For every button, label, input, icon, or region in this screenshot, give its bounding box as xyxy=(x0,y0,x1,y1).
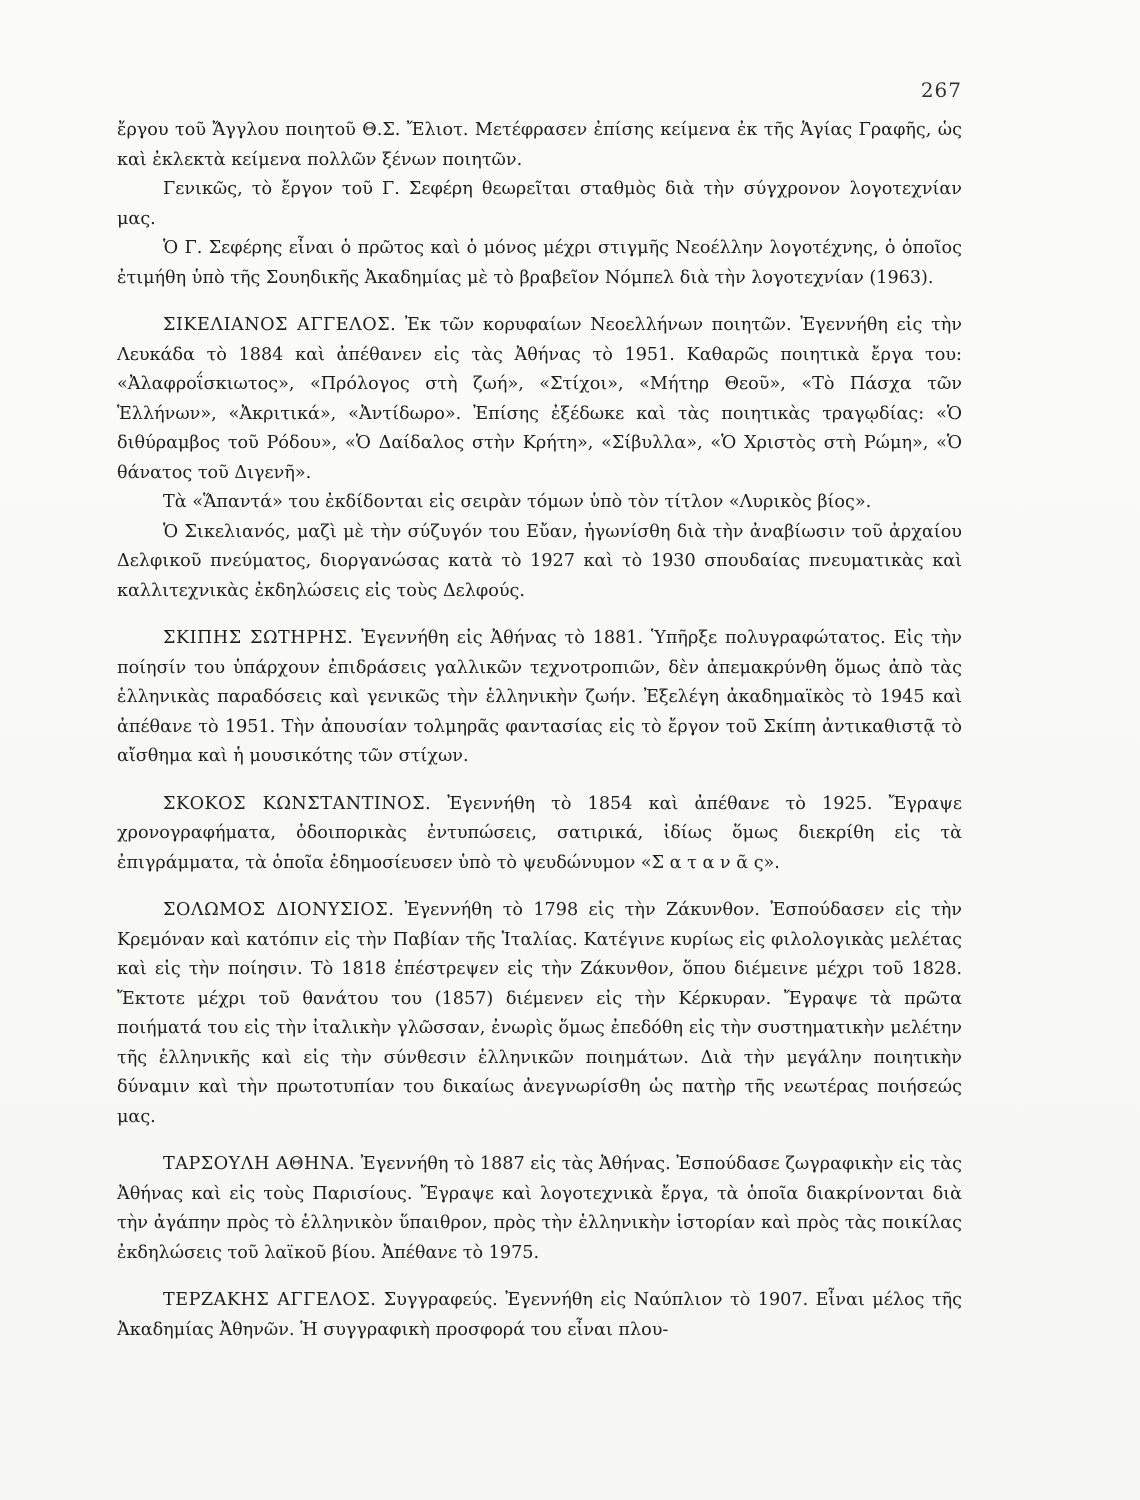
entry-text: Ἐγεννήθη τὸ 1854 καὶ ἀπέθανε τὸ 1925. Ἔγραψε χρονογραφήματα, ὁδοιπορικὰς ἐντυπώσεις, σατιρικά, ἰδίως ὅμως διεκρίθη εἰς τὰ ἐπιγράμματα, τὰ ὁποῖα ἐδημοσίευσεν ὑπὸ τὸ ψευδώνυμον «Σ α τ α ν ᾶ ς». xyxy=(117,793,962,873)
paragraph-text: Τὰ «Ἅπαντά» του ἐκδίδονται εἰς σειρὰν τόμων ὑπὸ τὸν τίτλον «Λυρικὸς βίος». xyxy=(163,492,872,512)
entry-text: Ἐγεννήθη τὸ 1798 εἰς τὴν Ζάκυνθον. Ἐσπούδασεν εἰς τὴν Κρεμόναν καὶ κατόπιν εἰς τὴν Παβίαν τῆς Ἰταλίας. Κατέγινε κυρίως εἰς φιλολογικὰς μελέτας καὶ εἰς τὴν ποίησιν. Τὸ 1818 ἐπέστρεψεν εἰς τὴν Ζάκυνθον, ὅπου διέμεινε μέχρι τοῦ 1828. Ἔκτοτε μέχρι τοῦ θανάτου του (1857) διέμενεν εἰς τὴν Κέρκυραν. Ἔγραψε τὰ πρῶτα ποιήματά του εἰς τὴν ἰταλικὴν γλῶσσαν, ἐνωρὶς ὅμως ἐπεδόθη εἰς τὴν συστηματικὴν μελέτην τῆς ἑλληνικῆς καὶ εἰς τὴν σύνθεσιν ἑλληνικῶν ποιημάτων. Διὰ τὴν μεγάλην ποιητικὴν δύναμιν καὶ τὴν πρωτοτυπίαν του δικαίως ἀνεγνωρίσθη ὡς πατὴρ τῆς νεωτέρας ποιήσεώς μας. xyxy=(117,900,962,1127)
paragraph xyxy=(117,488,962,518)
body-text xyxy=(117,116,962,1345)
paragraph-text: Ὁ Γ. Σεφέρης εἶναι ὁ πρῶτος καὶ ὁ μόνος μέχρι στιγμῆς Νεοέλλην λογοτέχνης, ὁ ὁποῖος ἐτιμήθη ὑπὸ τῆς Σουηδικῆς Ἀκαδημίας μὲ τὸ βραβεῖον Νόμπελ διὰ τὴν λογοτεχνίαν (1963). xyxy=(117,238,962,288)
entry-text: Ἐγεννήθη εἰς Ἀθήνας τὸ 1881. Ὑπῆρξε πολυγραφώτατος. Εἰς τὴν ποίησίν του ὑπάρχουν ἐπιδράσεις γαλλικῶν τεχνοτροπιῶν, δὲν ἀπεμακρύνθη ὅμως ἀπὸ τὰς ἑλληνικὰς παραδόσεις καὶ γενικῶς τὴν ἑλληνικὴν ζωήν. Ἐξελέγη ἀκαδημαϊκὸς τὸ 1945 καὶ ἀπέθανε τὸ 1951. Τὴν ἀπουσίαν τολμηρᾶς φαντασίας εἰς τὸ ἔργον τοῦ Σκίπη ἀντικαθιστᾷ τὸ αἴσθημα καὶ ἡ μουσικότης τῶν στίχων. xyxy=(117,628,963,766)
entry-solomos xyxy=(117,896,962,1132)
entry-text: Ἐκ τῶν κορυφαίων Νεοελλήνων ποιητῶν. Ἐγεννήθη εἰς τὴν Λευκάδα τὸ 1884 καὶ ἀπέθανεν εἰς τὰς Ἀθήνας τὸ 1951. Καθαρῶς ποιητικὰ ἔργα του: «Ἀλαφροΐσκιωτος», «Πρόλογος στὴ ζωή», «Στίχοι», «Μήτηρ Θεοῦ», «Τὸ Πάσχα τῶν Ἑλλήνων», «Ἀκριτικά», «Ἀντίδωρο». Ἐπίσης ἐξέδωκε καὶ τὰς ποιητικὰς τραγῳδίας: «Ὁ διθύραμβος τοῦ Ρόδου», «Ὁ Δαίδαλος στὴν Κρήτη», «Σίβυλλα», «Ὁ Χριστὸς στὴ Ρώμη», «Ὁ θάνατος τοῦ Διγενῆ». xyxy=(117,315,962,483)
entry-name: ΣΟΛΩΜΟΣ ΔΙΟΝΥΣΙΟΣ. xyxy=(163,900,395,920)
entry-name: ΤΑΡΣΟΥΛΗ ΑΘΗΝΑ. xyxy=(163,1154,356,1174)
page-number: 267 xyxy=(920,78,962,102)
entry-name: ΣΚΙΠΗΣ ΣΩΤΗΡΗΣ. xyxy=(163,628,354,648)
entry-terzakis xyxy=(117,1286,962,1345)
paragraph xyxy=(117,116,962,175)
entry-skokos xyxy=(117,790,962,879)
entry-name: ΣΚΟΚΟΣ ΚΩΝΣΤΑΝΤΙΝΟΣ. xyxy=(163,793,432,814)
entry-tarsouli xyxy=(117,1150,962,1268)
paragraph xyxy=(117,175,962,234)
entry-sikelianos xyxy=(117,311,962,488)
paragraph xyxy=(117,234,962,293)
paragraph-text: ἔργου τοῦ Ἄγγλου ποιητοῦ Θ.Σ. Ἔλιοτ. Μετέφρασεν ἐπίσης κείμενα ἐκ τῆς Ἁγίας Γραφῆς, ὡς καὶ ἐκλεκτὰ κείμενα πολλῶν ξένων ποιητῶν. xyxy=(117,120,962,170)
paragraph-text: Ὁ Σικελιανός, μαζὶ μὲ τὴν σύζυγόν του Εὔαν, ἠγωνίσθη διὰ τὴν ἀναβίωσιν τοῦ ἀρχαίου Δελφικοῦ πνεύματος, διοργανώσας κατὰ τὸ 1927 καὶ τὸ 1930 σπουδαίας πνευματικὰς καὶ καλλιτεχνικὰς ἐκδηλώσεις εἰς τοὺς Δελφούς. xyxy=(117,521,962,601)
paragraph-text: Γενικῶς, τὸ ἔργον τοῦ Γ. Σεφέρη θεωρεῖται σταθμὸς διὰ τὴν σύγχρονον λογοτεχνίαν μας. xyxy=(117,179,962,229)
entry-skipis xyxy=(117,624,962,772)
entry-name: ΤΕΡΖΑΚΗΣ ΑΓΓΕΛΟΣ. xyxy=(163,1290,377,1310)
paragraph xyxy=(117,518,962,607)
entry-name: ΣΙΚΕΛΙΑΝΟΣ ΑΓΓΕΛΟΣ. xyxy=(163,315,397,335)
entry-text: Συγγραφεύς. Ἐγεννήθη εἰς Ναύπλιον τὸ 1907. Εἶναι μέλος τῆς Ἀκαδημίας Ἀθηνῶν. Ἡ συγγραφικὴ προσφορά του εἶναι πλου- xyxy=(117,1290,962,1340)
entry-text: Ἐγεννήθη τὸ 1887 εἰς τὰς Ἀθήνας. Ἐσπούδασε ζωγραφικὴν εἰς τὰς Ἀθήνας καὶ εἰς τοὺς Παρισίους. Ἔγραψε καὶ λογοτεχνικὰ ἔργα, τὰ ὁποῖα διακρίνονται διὰ τὴν ἀγάπην πρὸς τὸ ἑλληνικὸν ὕπαιθρον, πρὸς τὴν ἑλληνικὴν ἱστορίαν καὶ πρὸς τὰς ποικίλας ἐκδηλώσεις τοῦ λαϊκοῦ βίου. Ἀπέθανε τὸ 1975. xyxy=(117,1154,962,1263)
